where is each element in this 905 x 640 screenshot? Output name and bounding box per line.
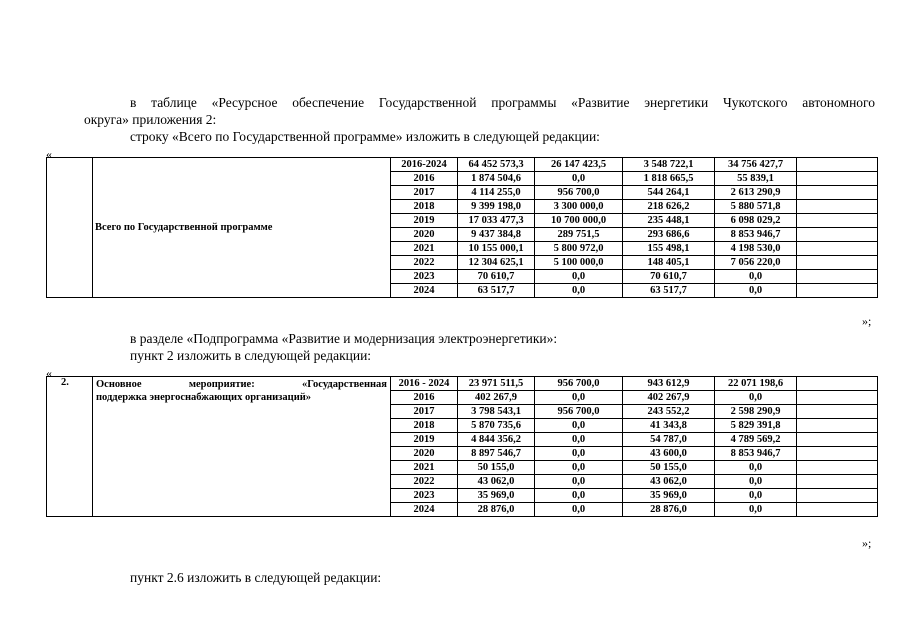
total-cell: 63 517,7 xyxy=(458,284,535,298)
empty-cell xyxy=(797,419,878,433)
total-cell: 64 452 573,3 xyxy=(458,158,535,172)
other-cell: 0,0 xyxy=(715,489,797,503)
empty-cell xyxy=(797,270,878,284)
regional-cell: 54 787,0 xyxy=(623,433,715,447)
empty-cell xyxy=(797,447,878,461)
other-cell: 8 853 946,7 xyxy=(715,228,797,242)
federal-cell: 956 700,0 xyxy=(535,405,623,419)
federal-cell: 0,0 xyxy=(535,270,623,284)
other-cell: 2 598 290,9 xyxy=(715,405,797,419)
other-cell: 4 198 530,0 xyxy=(715,242,797,256)
year-cell: 2019 xyxy=(391,433,458,447)
total-cell: 50 155,0 xyxy=(458,461,535,475)
regional-cell: 155 498,1 xyxy=(623,242,715,256)
federal-cell: 0,0 xyxy=(535,419,623,433)
federal-cell: 956 700,0 xyxy=(535,377,623,391)
total-cell: 12 304 625,1 xyxy=(458,256,535,270)
regional-cell: 293 686,6 xyxy=(623,228,715,242)
total-cell: 3 798 543,1 xyxy=(458,405,535,419)
other-cell: 0,0 xyxy=(715,391,797,405)
other-cell: 8 853 946,7 xyxy=(715,447,797,461)
total-cell: 1 874 504,6 xyxy=(458,172,535,186)
description-line-1: Основное мероприятие: «Государственная xyxy=(96,379,387,390)
total-cell: 17 033 477,3 xyxy=(458,214,535,228)
year-cell: 2016-2024 xyxy=(391,158,458,172)
total-cell: 9 399 198,0 xyxy=(458,200,535,214)
open-quote-2: « xyxy=(46,366,52,380)
federal-cell: 0,0 xyxy=(535,391,623,405)
number-cell xyxy=(47,158,93,298)
empty-cell xyxy=(797,228,878,242)
other-cell: 0,0 xyxy=(715,270,797,284)
year-cell: 2024 xyxy=(391,503,458,517)
regional-cell: 70 610,7 xyxy=(623,270,715,284)
other-cell: 4 789 569,2 xyxy=(715,433,797,447)
other-cell: 2 613 290,9 xyxy=(715,186,797,200)
total-cell: 402 267,9 xyxy=(458,391,535,405)
other-cell: 34 756 427,7 xyxy=(715,158,797,172)
federal-cell: 289 751,5 xyxy=(535,228,623,242)
year-cell: 2017 xyxy=(391,186,458,200)
federal-cell: 0,0 xyxy=(535,475,623,489)
regional-cell: 63 517,7 xyxy=(623,284,715,298)
regional-cell: 1 818 665,5 xyxy=(623,172,715,186)
year-cell: 2023 xyxy=(391,270,458,284)
intro-line-3: строку «Всего по Государственной программе» изложить в следующей редакции: xyxy=(130,129,600,144)
federal-cell: 3 300 000,0 xyxy=(535,200,623,214)
empty-cell xyxy=(797,503,878,517)
year-cell: 2022 xyxy=(391,256,458,270)
main-measure-table xyxy=(46,376,878,517)
federal-cell: 0,0 xyxy=(535,461,623,475)
regional-cell: 28 876,0 xyxy=(623,503,715,517)
item-number: 2. xyxy=(47,377,93,517)
empty-cell xyxy=(797,377,878,391)
intro-line-2: округа» приложения 2: xyxy=(84,112,217,127)
total-label: Всего по Государственной программе xyxy=(93,158,391,298)
regional-cell: 235 448,1 xyxy=(623,214,715,228)
federal-cell: 26 147 423,5 xyxy=(535,158,623,172)
regional-cell: 243 552,2 xyxy=(623,405,715,419)
year-cell: 2021 xyxy=(391,461,458,475)
empty-cell xyxy=(797,214,878,228)
regional-cell: 218 626,2 xyxy=(623,200,715,214)
total-program-table xyxy=(46,157,878,298)
total-cell: 28 876,0 xyxy=(458,503,535,517)
year-cell: 2020 xyxy=(391,447,458,461)
federal-cell: 956 700,0 xyxy=(535,186,623,200)
regional-cell: 50 155,0 xyxy=(623,461,715,475)
total-cell: 43 062,0 xyxy=(458,475,535,489)
total-cell: 23 971 511,5 xyxy=(458,377,535,391)
other-cell: 6 098 029,2 xyxy=(715,214,797,228)
federal-cell: 0,0 xyxy=(535,489,623,503)
empty-cell xyxy=(797,489,878,503)
empty-cell xyxy=(797,242,878,256)
total-cell: 4 114 255,0 xyxy=(458,186,535,200)
item-description xyxy=(93,377,391,517)
other-cell: 7 056 220,0 xyxy=(715,256,797,270)
regional-cell: 43 600,0 xyxy=(623,447,715,461)
regional-cell: 943 612,9 xyxy=(623,377,715,391)
federal-cell: 0,0 xyxy=(535,433,623,447)
table-row xyxy=(47,377,878,391)
empty-cell xyxy=(797,391,878,405)
federal-cell: 10 700 000,0 xyxy=(535,214,623,228)
section2-line-1: в разделе «Подпрограмма «Развитие и модернизация электроэнергетики»: xyxy=(130,331,558,346)
total-cell: 9 437 384,8 xyxy=(458,228,535,242)
year-cell: 2016 xyxy=(391,172,458,186)
empty-cell xyxy=(797,284,878,298)
close-quote-1: »; xyxy=(862,314,872,328)
empty-cell xyxy=(797,158,878,172)
year-cell: 2017 xyxy=(391,405,458,419)
empty-cell xyxy=(797,461,878,475)
other-cell: 5 829 391,8 xyxy=(715,419,797,433)
other-cell: 0,0 xyxy=(715,475,797,489)
year-cell: 2021 xyxy=(391,242,458,256)
total-cell: 70 610,7 xyxy=(458,270,535,284)
total-cell: 8 897 546,7 xyxy=(458,447,535,461)
total-cell: 4 844 356,2 xyxy=(458,433,535,447)
year-cell: 2024 xyxy=(391,284,458,298)
empty-cell xyxy=(797,200,878,214)
federal-cell: 5 800 972,0 xyxy=(535,242,623,256)
federal-cell: 5 100 000,0 xyxy=(535,256,623,270)
year-cell: 2022 xyxy=(391,475,458,489)
empty-cell xyxy=(797,186,878,200)
regional-cell: 544 264,1 xyxy=(623,186,715,200)
year-cell: 2016 xyxy=(391,391,458,405)
other-cell: 5 880 571,8 xyxy=(715,200,797,214)
federal-cell: 0,0 xyxy=(535,447,623,461)
other-cell: 0,0 xyxy=(715,284,797,298)
empty-cell xyxy=(797,475,878,489)
empty-cell xyxy=(797,256,878,270)
federal-cell: 0,0 xyxy=(535,503,623,517)
year-cell: 2018 xyxy=(391,419,458,433)
other-cell: 55 839,1 xyxy=(715,172,797,186)
section3-line-1: пункт 2.6 изложить в следующей редакции: xyxy=(130,570,382,585)
regional-cell: 402 267,9 xyxy=(623,391,715,405)
regional-cell: 35 969,0 xyxy=(623,489,715,503)
other-cell: 22 071 198,6 xyxy=(715,377,797,391)
table-row xyxy=(47,158,878,172)
total-cell: 35 969,0 xyxy=(458,489,535,503)
year-cell: 2020 xyxy=(391,228,458,242)
description-line-2: поддержка энергоснабжающих организаций» xyxy=(96,392,312,403)
other-cell: 0,0 xyxy=(715,461,797,475)
year-cell: 2016 - 2024 xyxy=(391,377,458,391)
empty-cell xyxy=(797,172,878,186)
total-cell: 10 155 000,1 xyxy=(458,242,535,256)
close-quote-2: »; xyxy=(862,536,872,550)
regional-cell: 3 548 722,1 xyxy=(623,158,715,172)
open-quote-1: « xyxy=(46,147,52,161)
year-cell: 2018 xyxy=(391,200,458,214)
regional-cell: 43 062,0 xyxy=(623,475,715,489)
intro-line-1: в таблице «Ресурсное обеспечение Государственной программы «Развитие энергетики Чукотского автономного xyxy=(130,95,875,110)
regional-cell: 148 405,1 xyxy=(623,256,715,270)
year-cell: 2019 xyxy=(391,214,458,228)
total-cell: 5 870 735,6 xyxy=(458,419,535,433)
other-cell: 0,0 xyxy=(715,503,797,517)
federal-cell: 0,0 xyxy=(535,284,623,298)
regional-cell: 41 343,8 xyxy=(623,419,715,433)
section2-line-2: пункт 2 изложить в следующей редакции: xyxy=(130,348,372,363)
federal-cell: 0,0 xyxy=(535,172,623,186)
empty-cell xyxy=(797,433,878,447)
empty-cell xyxy=(797,405,878,419)
year-cell: 2023 xyxy=(391,489,458,503)
